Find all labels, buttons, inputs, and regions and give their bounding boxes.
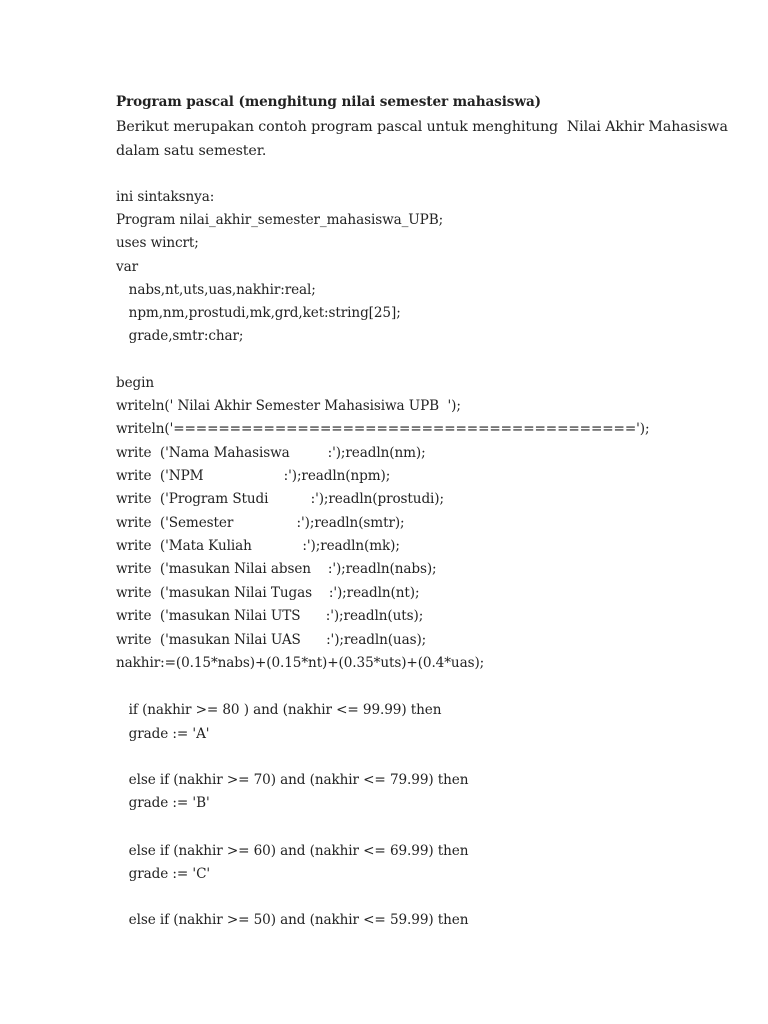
code-line: begin (116, 375, 155, 391)
code-line: write ('Semester :');readln(smtr); (116, 515, 405, 531)
code-line: write ('masukan Nilai UTS :');readln(uts); (116, 608, 424, 624)
code-line: nabs,nt,uts,uas,nakhir:real; (116, 282, 316, 298)
code-line: var (116, 259, 138, 275)
code-line: writeln('========================================='); (116, 421, 650, 437)
code-line: write ('Nama Mahasiswa :');readln(nm); (116, 445, 426, 461)
code-line: write ('NPM :');readln(npm); (116, 468, 391, 484)
code-line: write ('Program Studi :');readln(prostudi); (116, 491, 444, 507)
code-line: else if (nakhir >= 60) and (nakhir <= 69.99) then (116, 843, 469, 859)
code-line: npm,nm,prostudi,mk,grd,ket:string[25]; (116, 305, 401, 321)
code-line: grade := 'A' (116, 726, 210, 742)
code-line: grade := 'C' (116, 866, 211, 882)
code-line: nakhir:=(0.15*nabs)+(0.15*nt)+(0.35*uts)+(0.4*uas); (116, 655, 485, 671)
code-line: else if (nakhir >= 50) and (nakhir <= 59.99) then (116, 912, 469, 928)
code-line: uses wincrt; (116, 235, 199, 251)
code-line: write ('Mata Kuliah :');readln(mk); (116, 538, 400, 554)
code-line: write ('masukan Nilai absen :');readln(nabs); (116, 561, 437, 577)
intro-line: Berikut merupakan contoh program pascal untuk menghitung Nilai Akhir Mahasiswa (116, 119, 728, 135)
code-line: else if (nakhir >= 70) and (nakhir <= 79.99) then (116, 772, 469, 788)
code-line: Program nilai_akhir_semester_mahasiswa_UPB; (116, 212, 444, 228)
code-line: if (nakhir >= 80 ) and (nakhir <= 99.99) then (116, 702, 442, 718)
code-line: grade,smtr:char; (116, 328, 244, 344)
code-line: grade := 'B' (116, 795, 210, 811)
code-line: writeln(' Nilai Akhir Semester Mahasisiwa UPB '); (116, 398, 461, 414)
intro-line: dalam satu semester. (116, 143, 267, 159)
code-line: ini sintaksnya: (116, 189, 215, 205)
code-line: write ('masukan Nilai UAS :');readln(uas); (116, 632, 427, 648)
document-title: Program pascal (menghitung nilai semester mahasiswa) (116, 94, 541, 110)
code-line: write ('masukan Nilai Tugas :');readln(nt); (116, 585, 420, 601)
